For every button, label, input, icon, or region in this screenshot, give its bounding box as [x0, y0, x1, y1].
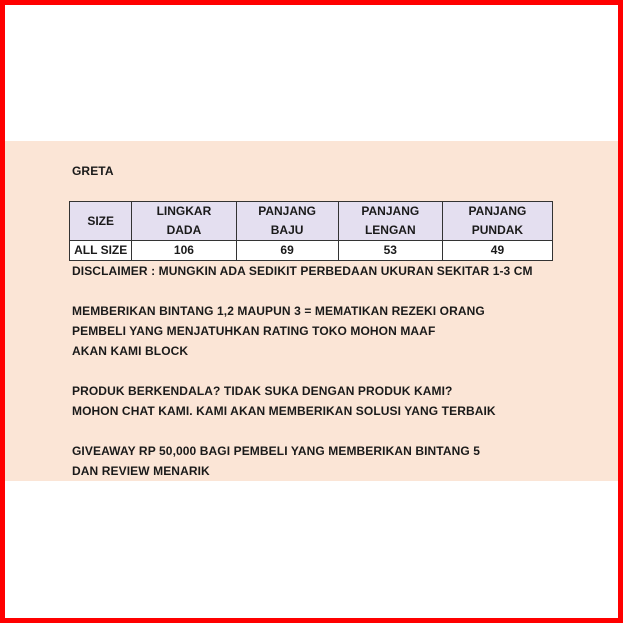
giveaway-notice-line-1: GIVEAWAY RP 50,000 BAGI PEMBELI YANG MEMBERIKAN BINTANG 5	[72, 444, 481, 458]
cell-panjang-baju: 69	[236, 241, 338, 261]
support-notice-line-1: PRODUK BERKENDALA? TIDAK SUKA DENGAN PRODUK KAMI?	[72, 384, 453, 398]
table-row	[70, 241, 553, 261]
cell-panjang-pundak: 49	[442, 241, 552, 261]
header-panjang-lengan: PANJANG LENGAN	[338, 202, 442, 241]
header-panjang-pundak: PANJANG PUNDAK	[442, 202, 552, 241]
cell-size: ALL SIZE	[70, 241, 132, 261]
rating-notice-line-1: MEMBERIKAN BINTANG 1,2 MAUPUN 3 = MEMATIKAN REZEKI ORANG	[72, 304, 485, 318]
header-size: SIZE	[70, 202, 132, 241]
header-panjang-baju: PANJANG BAJU	[236, 202, 338, 241]
product-title: GRETA	[72, 164, 114, 178]
giveaway-notice-line-2: DAN REVIEW MENARIK	[72, 464, 210, 478]
rating-notice-line-2: PEMBELI YANG MENJATUHKAN RATING TOKO MOHON MAAF	[72, 324, 436, 338]
header-lingkar-dada: LINGKAR DADA	[132, 202, 236, 241]
cell-panjang-lengan: 53	[338, 241, 442, 261]
size-table	[69, 201, 553, 261]
size-table-header-row	[70, 202, 553, 241]
rating-notice-line-3: AKAN KAMI BLOCK	[72, 344, 189, 358]
support-notice-line-2: MOHON CHAT KAMI. KAMI AKAN MEMBERIKAN SOLUSI YANG TERBAIK	[72, 404, 496, 418]
cell-lingkar-dada: 106	[132, 241, 236, 261]
disclaimer-text: DISCLAIMER : MUNGKIN ADA SEDIKIT PERBEDAAN UKURAN SEKITAR 1-3 CM	[72, 264, 533, 278]
